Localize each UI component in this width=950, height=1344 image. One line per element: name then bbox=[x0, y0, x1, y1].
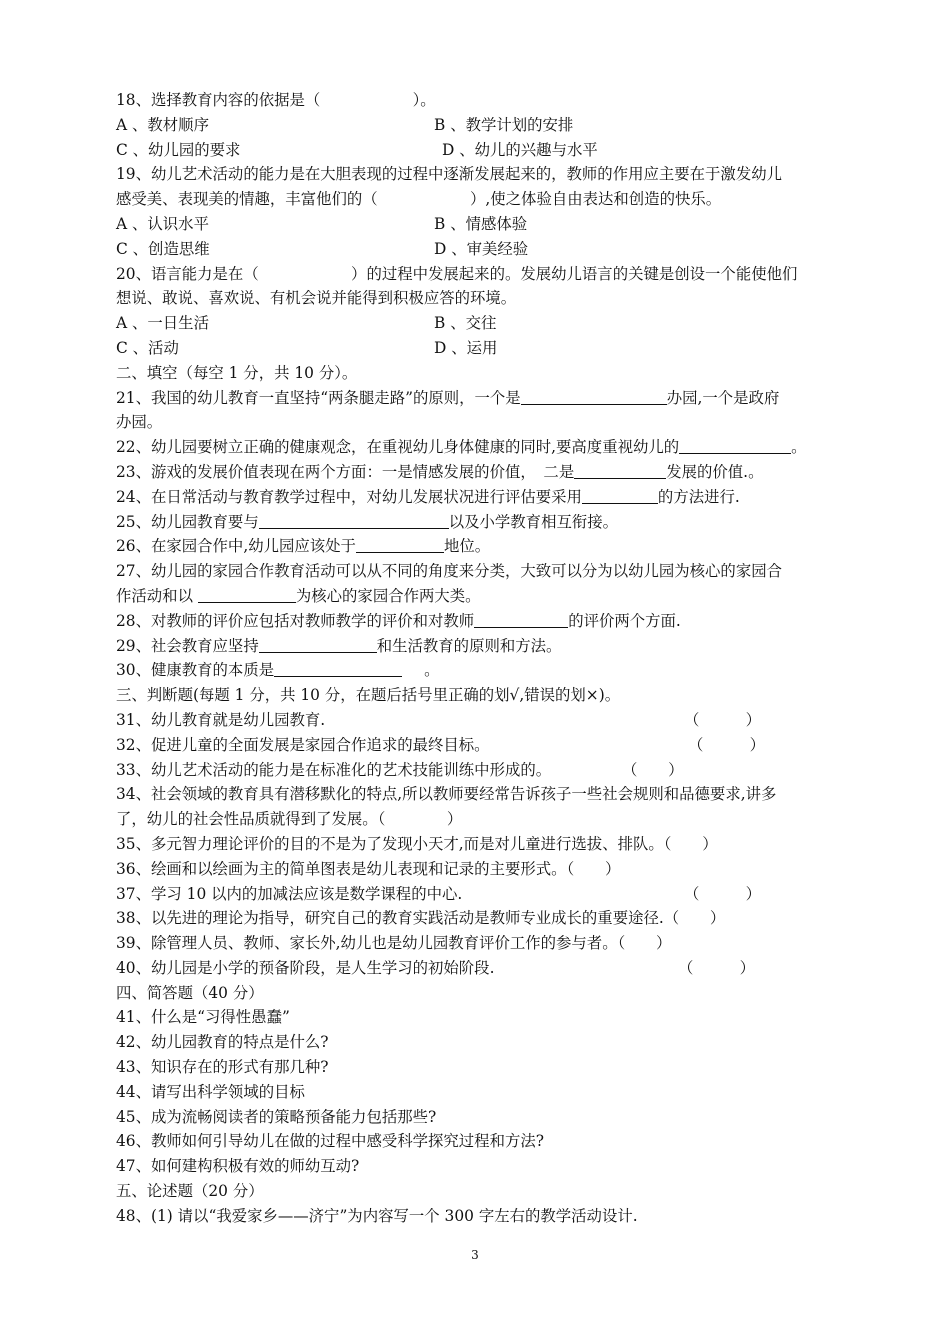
q21-cont: 办园。 bbox=[116, 413, 163, 432]
question-47: 47、如何建构积极有效的师幼互动? bbox=[116, 1157, 360, 1176]
q21-text-after: 办园,一个是政府 bbox=[666, 388, 780, 407]
q18-option-c: C 、幼儿园的要求 bbox=[116, 140, 241, 159]
q32-text: 32、促进儿童的全面发展是家园合作追求的最终目标。 bbox=[116, 735, 490, 754]
q19-option-b: B 、情感体验 bbox=[434, 214, 528, 233]
q34-cont: 了，幼儿的社会性品质就得到了发展。（ ） bbox=[116, 810, 463, 829]
q20-option-d: D 、运用 bbox=[434, 338, 498, 357]
q20-options-cd bbox=[116, 336, 846, 361]
q23-blank[interactable] bbox=[574, 462, 666, 479]
question-36: 36、绘画和以绘画为主的简单图表是幼儿表现和记录的主要形式。（ ） bbox=[116, 859, 621, 878]
question-24 bbox=[116, 485, 846, 510]
q20-options-ab bbox=[116, 311, 846, 336]
page-number: 3 bbox=[471, 1248, 479, 1262]
question-32 bbox=[116, 733, 846, 758]
section-2-heading: 二、填空（每空 1 分，共 10 分）。 bbox=[116, 363, 358, 382]
q18-option-d: D 、幼儿的兴趣与水平 bbox=[442, 140, 598, 159]
q29-blank[interactable] bbox=[259, 636, 377, 653]
question-48: 48、(1) 请以“我爱家乡——济宁”为内容写一个 300 字左右的教学活动设计. bbox=[116, 1206, 638, 1225]
question-33 bbox=[116, 758, 846, 783]
question-41: 41、什么是“习得性愚蠢” bbox=[116, 1008, 290, 1027]
q24-text-after: 的方法进行. bbox=[657, 487, 740, 506]
question-21 bbox=[116, 386, 846, 411]
question-34: 34、社会领域的教育具有潜移默化的特点,所以教师要经常告诉孩子一些社会规则和品德要求,讲多 bbox=[116, 785, 777, 804]
q26-text: 26、在家园合作中,幼儿园应该处于 bbox=[116, 537, 356, 556]
q22-blank[interactable] bbox=[679, 437, 791, 454]
q25-text-after: 以及小学教育相互衔接。 bbox=[448, 512, 619, 531]
q33-text: 33、幼儿艺术活动的能力是在标准化的艺术技能训练中形成的。 bbox=[116, 760, 552, 779]
q19-stem-line2: 感受美、表现美的情趣，丰富他们的（ ）,使之体验自由表达和创造的快乐。 bbox=[116, 190, 722, 209]
q19-stem-line1: 19、幼儿艺术活动的能力是在大胆表现的过程中逐渐发展起来的，教师的作用应主要在于激发幼儿 bbox=[116, 165, 782, 184]
question-29 bbox=[116, 634, 846, 659]
q20-stem-line1: 20、语言能力是在（ ）的过程中发展起来的。发展幼儿语言的关键是创设一个能使他们 bbox=[116, 264, 798, 283]
q23-text: 23、游戏的发展价值表现在两个方面：一是情感发展的价值， 二是 bbox=[116, 462, 575, 481]
exam-page bbox=[116, 88, 846, 1229]
q19-options-cd bbox=[116, 237, 846, 262]
question-25 bbox=[116, 510, 846, 535]
q33-answer-paren[interactable]: （ ） bbox=[622, 760, 684, 779]
q30-text-after: 。 bbox=[424, 661, 440, 680]
question-44: 44、请写出科学领域的目标 bbox=[116, 1082, 305, 1101]
question-22 bbox=[116, 435, 846, 460]
q29-text-after: 和生活教育的原则和方法。 bbox=[376, 636, 562, 655]
q31-answer-paren[interactable]: （ ） bbox=[684, 710, 761, 729]
question-39: 39、除管理人员、教师、家长外,幼儿也是幼儿园教育评价工作的参与者。（ ） bbox=[116, 934, 672, 953]
question-20 bbox=[116, 262, 846, 287]
q23-text-after: 发展的价值.。 bbox=[666, 462, 764, 481]
q19-stem-cont bbox=[116, 187, 846, 212]
q37-answer-paren[interactable]: （ ） bbox=[684, 884, 761, 903]
question-40 bbox=[116, 956, 846, 981]
q20-option-c: C 、活动 bbox=[116, 338, 179, 357]
q18-stem: 18、选择教育内容的依据是（ ）。 bbox=[116, 91, 436, 109]
question-38: 38、以先进的理论为指导，研究自己的教育实践活动是教师专业成长的重要途径.（ ） bbox=[116, 909, 726, 928]
q19-options-ab bbox=[116, 212, 846, 237]
q40-answer-paren[interactable]: （ ） bbox=[678, 958, 755, 977]
q40-text: 40、幼儿园是小学的预备阶段，是人生学习的初始阶段. bbox=[116, 958, 495, 977]
q24-blank[interactable] bbox=[582, 487, 658, 504]
q19-option-c: C 、创造思维 bbox=[116, 239, 210, 258]
question-18 bbox=[116, 88, 846, 113]
q22-text: 22、幼儿园要树立正确的健康观念，在重视幼儿身体健康的同时,要高度重视幼儿的 bbox=[116, 438, 680, 457]
q27-text: 作活动和以 bbox=[116, 586, 198, 605]
q18-option-b: B 、教学计划的安排 bbox=[434, 115, 574, 134]
q26-blank[interactable] bbox=[356, 536, 444, 553]
q29-text: 29、社会教育应坚持 bbox=[116, 636, 259, 655]
question-23 bbox=[116, 460, 846, 485]
q20-option-b: B 、交往 bbox=[434, 314, 497, 333]
q20-stem-line2: 想说、敢说、喜欢说、有机会说并能得到积极应答的环境。 bbox=[116, 289, 517, 308]
q25-text: 25、幼儿园教育要与 bbox=[116, 512, 259, 531]
q18-options-cd bbox=[116, 138, 846, 163]
question-46: 46、教师如何引导幼儿在做的过程中感受科学探究过程和方法? bbox=[116, 1132, 544, 1151]
question-30 bbox=[116, 658, 846, 683]
question-42: 42、幼儿园教育的特点是什么? bbox=[116, 1033, 329, 1052]
q21-text: 21、我国的幼儿教育一直坚持“两条腿走路”的原则，一个是 bbox=[116, 388, 521, 407]
q32-answer-paren[interactable]: （ ） bbox=[688, 735, 765, 754]
q28-blank[interactable] bbox=[474, 611, 568, 628]
q18-option-a: A 、教材顺序 bbox=[116, 115, 209, 134]
question-26 bbox=[116, 534, 846, 559]
section-5-heading: 五、论述题（20 分） bbox=[116, 1182, 264, 1201]
q37-text: 37、学习 10 以内的加减法应该是数学课程的中心. bbox=[116, 884, 463, 903]
q27-blank[interactable] bbox=[198, 586, 296, 603]
question-43: 43、知识存在的形式有那几种? bbox=[116, 1058, 329, 1077]
q25-blank[interactable] bbox=[259, 512, 449, 529]
q19-option-a: A 、认识水平 bbox=[116, 214, 209, 233]
q19-option-d: D 、审美经验 bbox=[434, 239, 529, 258]
question-35: 35、多元智力理论评价的目的不是为了发现小天才,而是对儿童进行选拔、排队。（ ） bbox=[116, 834, 718, 853]
question-45: 45、成为流畅阅读者的策略预备能力包括那些? bbox=[116, 1107, 437, 1126]
question-37 bbox=[116, 882, 846, 907]
section-3-heading: 三、判断题(每题 1 分，共 10 分，在题后括号里正确的划√,错误的划×)。 bbox=[116, 686, 621, 705]
q27-text-after: 为核心的家园合作两大类。 bbox=[295, 586, 481, 605]
q21-blank[interactable] bbox=[521, 388, 667, 405]
q28-text-after: 的评价两个方面. bbox=[568, 611, 681, 630]
q20-option-a: A 、一日生活 bbox=[116, 314, 209, 333]
q18-options-ab bbox=[116, 113, 846, 138]
q30-text: 30、健康教育的本质是 bbox=[116, 661, 275, 680]
question-28 bbox=[116, 609, 846, 634]
question-19 bbox=[116, 162, 846, 187]
q31-text: 31、幼儿教育就是幼儿园教育. bbox=[116, 710, 326, 729]
q24-text: 24、在日常活动与教育教学过程中，对幼儿发展状况进行评估要采用 bbox=[116, 487, 582, 506]
q28-text: 28、对教师的评价应包括对教师教学的评价和对教师 bbox=[116, 611, 475, 630]
q27-cont bbox=[116, 584, 846, 609]
q22-text-after: 。 bbox=[791, 438, 807, 457]
question-27: 27、幼儿园的家园合作教育活动可以从不同的角度来分类，大致可以分为以幼儿园为核心的家园合 bbox=[116, 562, 782, 581]
section-4-heading: 四、简答题（40 分） bbox=[116, 983, 264, 1002]
q20-stem-cont bbox=[116, 286, 846, 311]
question-31 bbox=[116, 708, 846, 733]
q30-blank[interactable] bbox=[274, 660, 402, 677]
q26-text-after: 地位。 bbox=[443, 537, 491, 556]
